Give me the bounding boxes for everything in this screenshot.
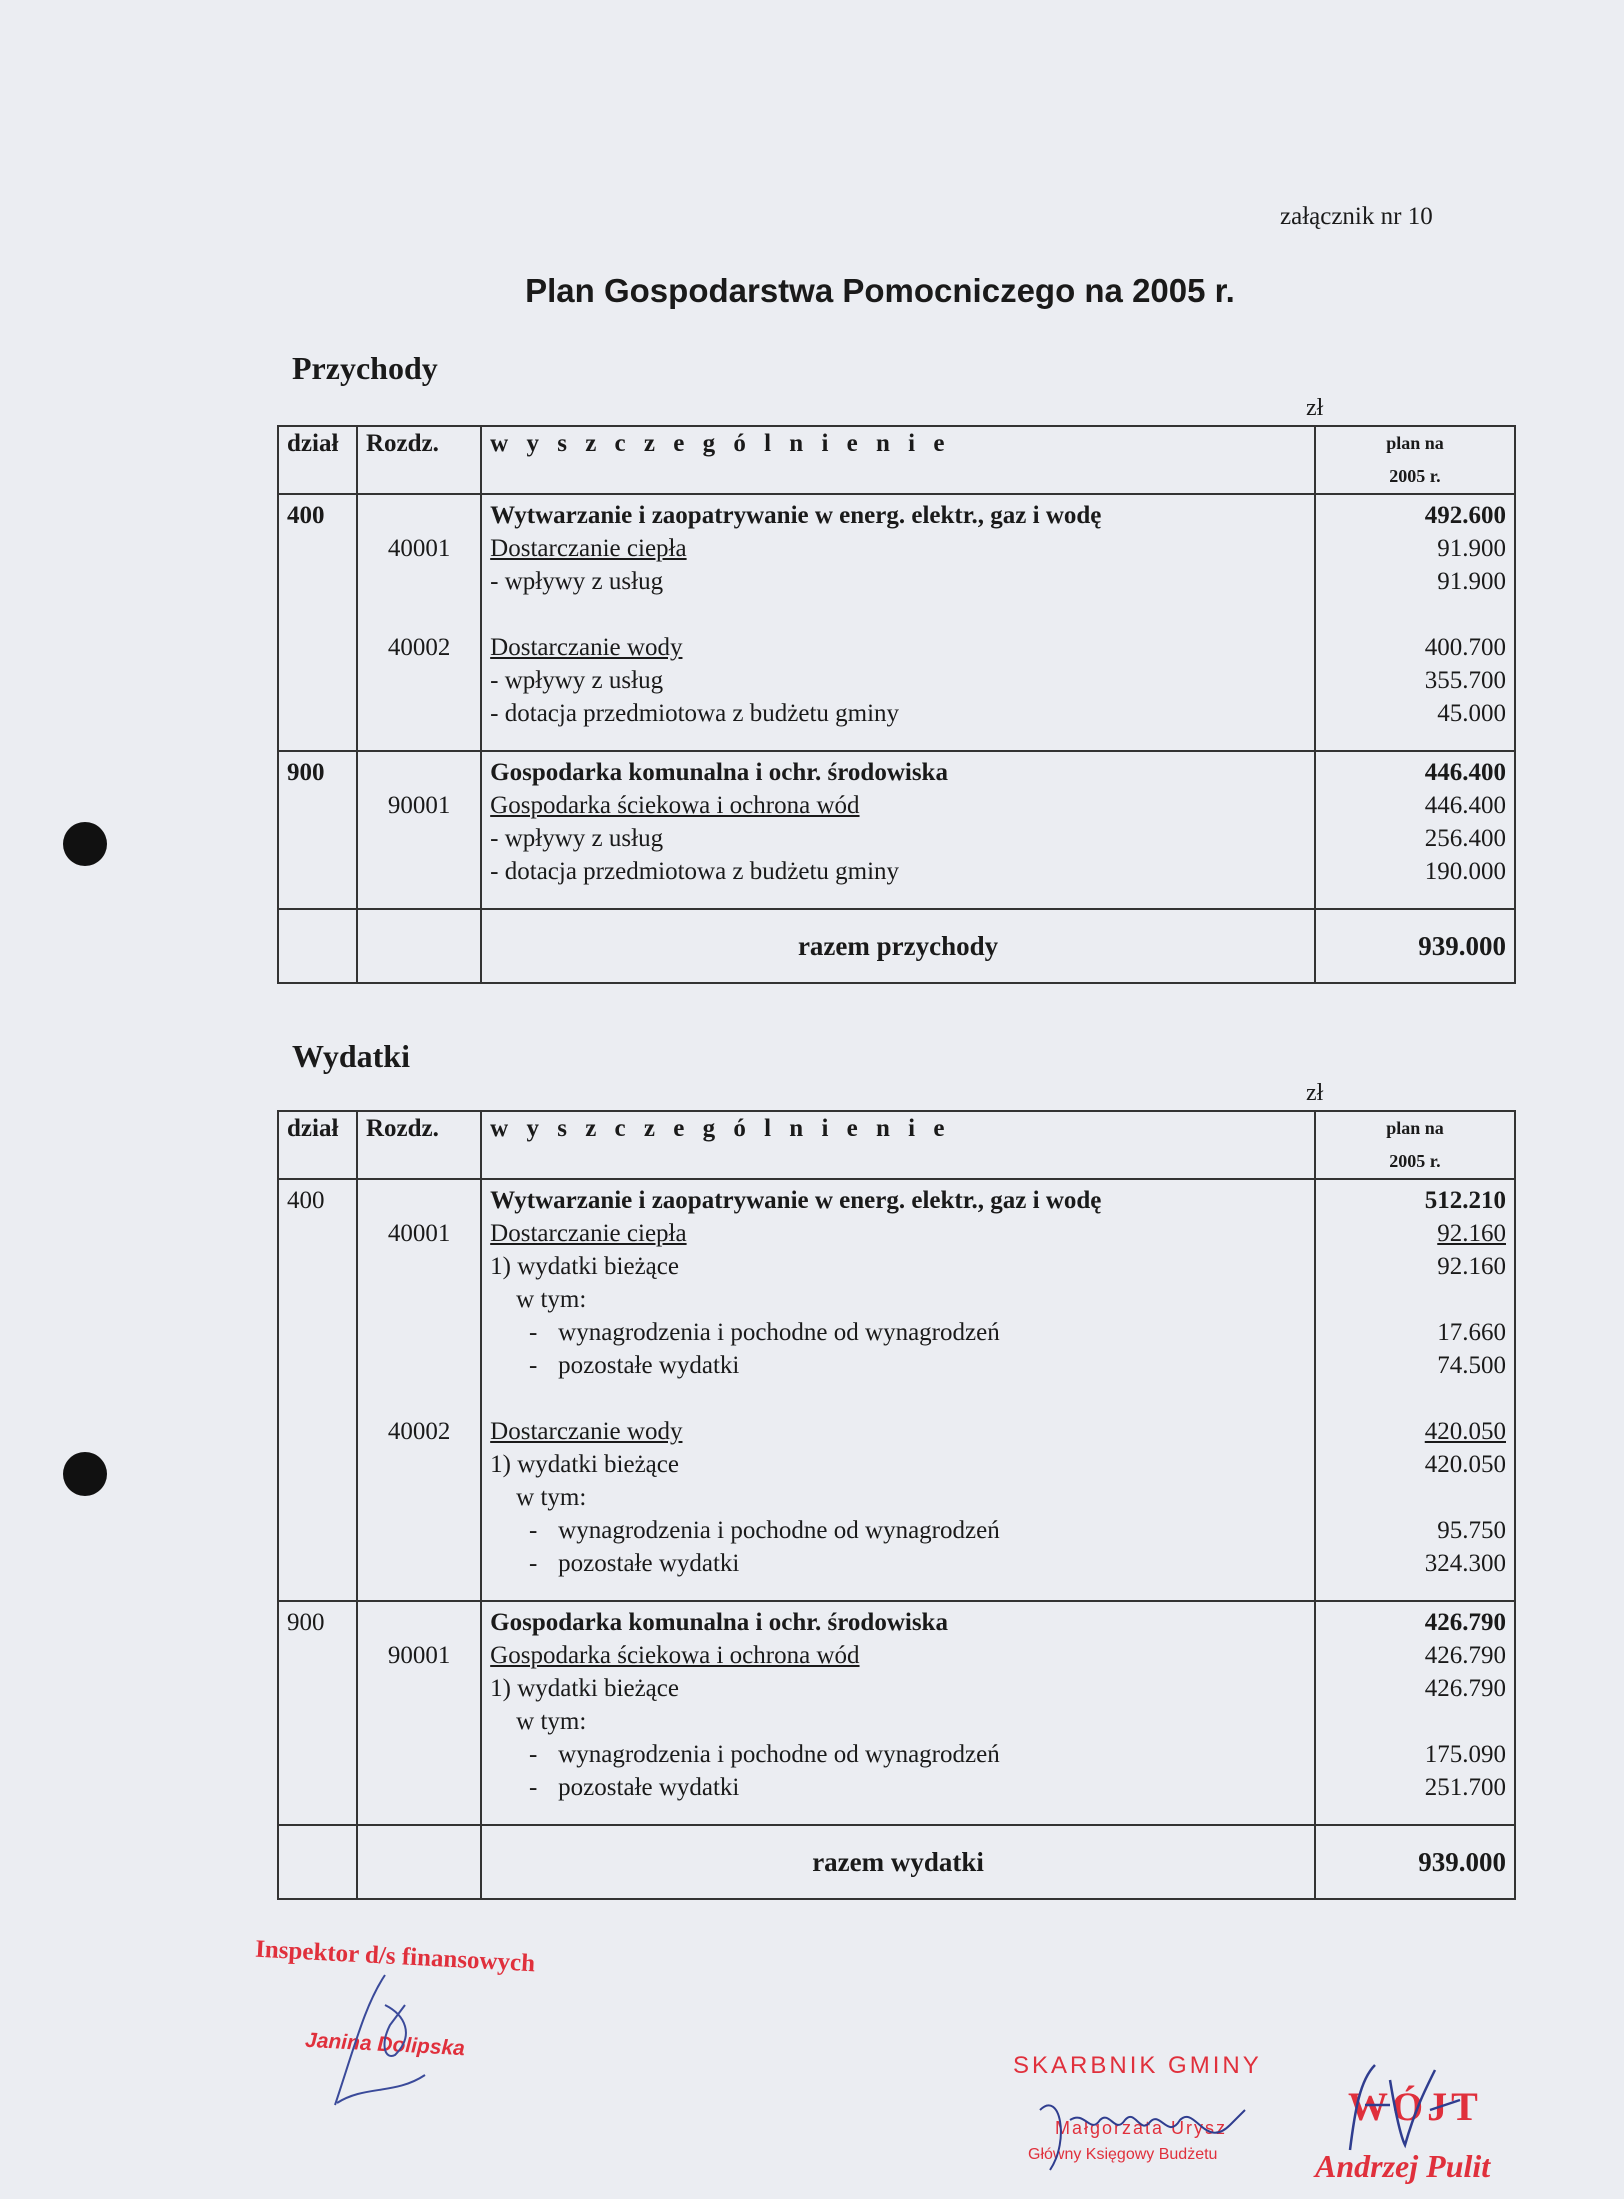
rozdz-cell bbox=[357, 751, 481, 909]
item-value: 91.900 bbox=[1437, 568, 1506, 595]
total-value: 939.000 bbox=[1315, 1825, 1515, 1899]
item-value: 251.700 bbox=[1424, 1774, 1506, 1801]
treasurer-signature bbox=[1030, 2080, 1260, 2190]
rozdz-cell bbox=[357, 494, 481, 751]
rozdz-name: Dostarczanie ciepła bbox=[490, 535, 687, 562]
item-label: - dotacja przedmiotowa z budżetu gminy bbox=[490, 700, 900, 727]
annex-label: załącznik nr 10 bbox=[1280, 203, 1433, 230]
item-label: 1) wydatki bieżące bbox=[490, 1253, 679, 1280]
rozdz-code: 90001 bbox=[387, 1642, 451, 1669]
rozdz-value: 91.900 bbox=[1437, 535, 1506, 562]
item-value: 420.050 bbox=[1424, 1451, 1506, 1478]
col-header-plan-line1: plan na bbox=[1386, 1118, 1444, 1138]
sub-item bbox=[490, 1514, 1306, 1547]
rozdz-code: 40001 bbox=[387, 1220, 451, 1247]
rozdz-code: 40002 bbox=[387, 634, 451, 661]
item-value: 92.160 bbox=[1437, 1253, 1506, 1280]
item-label: - wpływy z usług bbox=[490, 568, 664, 595]
rozdz-cell bbox=[357, 1179, 481, 1601]
dzial-value: 512.210 bbox=[1424, 1187, 1506, 1214]
item-label: w tym: bbox=[516, 1484, 587, 1511]
rozdz-value: 400.700 bbox=[1424, 634, 1506, 661]
col-header-plan-line2: 2005 r. bbox=[1389, 1151, 1441, 1171]
punch-hole bbox=[63, 822, 107, 866]
value-cell bbox=[1315, 1179, 1515, 1601]
description-cell bbox=[481, 751, 1315, 909]
col-header-plan bbox=[1315, 1111, 1515, 1179]
dzial-value: 492.600 bbox=[1424, 502, 1506, 529]
table-row bbox=[278, 1601, 1515, 1825]
rozdz-name: Gospodarka ściekowa i ochrona wód bbox=[490, 792, 860, 819]
treasurer-stamp-name: Małgorzata Urysz bbox=[1055, 2118, 1228, 2138]
mayor-stamp-title: WÓJT bbox=[1348, 2084, 1482, 2129]
dzial-code: 400 bbox=[278, 494, 357, 751]
dash-marker: - bbox=[529, 1517, 538, 1544]
total-label: razem wydatki bbox=[481, 1825, 1315, 1899]
unit-label: zł bbox=[1306, 395, 1324, 421]
page-title: Plan Gospodarstwa Pomocniczego na 2005 r. bbox=[525, 272, 1235, 309]
item-value: 95.750 bbox=[1437, 1517, 1506, 1544]
total-label: razem przychody bbox=[481, 909, 1315, 983]
table-header bbox=[278, 426, 1515, 494]
mayor-signature bbox=[1330, 2050, 1480, 2160]
rozdz-code: 40002 bbox=[387, 1418, 451, 1445]
value-cell bbox=[1315, 494, 1515, 751]
item-label: pozostałe wydatki bbox=[558, 1550, 740, 1577]
value-cell bbox=[1315, 1601, 1515, 1825]
description-cell bbox=[481, 1179, 1315, 1601]
rozdz-code: 40001 bbox=[387, 535, 451, 562]
rozdz-name: Dostarczanie wody bbox=[490, 1418, 683, 1445]
sub-item bbox=[490, 1738, 1306, 1771]
dash-marker: - bbox=[529, 1352, 538, 1379]
col-header-opis: w y s z c z e g ó l n i e n i e bbox=[481, 1111, 1315, 1179]
item-label: - wpływy z usług bbox=[490, 667, 664, 694]
dzial-name: Gospodarka komunalna i ochr. środowiska bbox=[490, 1609, 948, 1636]
item-label: w tym: bbox=[516, 1708, 587, 1735]
item-label: w tym: bbox=[516, 1286, 587, 1313]
col-header-plan-line1: plan na bbox=[1386, 433, 1444, 453]
treasurer-stamp-role: Główny Księgowy Budżetu bbox=[1028, 2146, 1218, 2163]
dzial-name: Wytwarzanie i zaopatrywanie w energ. elektr., gaz i wodę bbox=[490, 502, 1102, 529]
col-header-rozdz: Rozdz. bbox=[357, 1111, 481, 1179]
dash-marker: - bbox=[529, 1550, 538, 1577]
dash-marker: - bbox=[529, 1741, 538, 1768]
item-label: - dotacja przedmiotowa z budżetu gminy bbox=[490, 858, 900, 885]
rozdz-name: Dostarczanie ciepła bbox=[490, 1220, 687, 1247]
table-row bbox=[278, 494, 1515, 751]
wydatki-table bbox=[277, 1110, 1516, 1900]
item-label: wynagrodzenia i pochodne od wynagrodzeń bbox=[558, 1741, 1000, 1768]
section-title-wydatki: Wydatki bbox=[292, 1038, 410, 1074]
col-header-rozdz: Rozdz. bbox=[357, 426, 481, 494]
dzial-value: 446.400 bbox=[1424, 759, 1506, 786]
dzial-value: 426.790 bbox=[1424, 1609, 1506, 1636]
rozdz-value: 446.400 bbox=[1424, 792, 1506, 819]
item-label: 1) wydatki bieżące bbox=[490, 1675, 679, 1702]
description-cell bbox=[481, 1601, 1315, 1825]
section-title-przychody: Przychody bbox=[292, 350, 438, 386]
table-header bbox=[278, 1111, 1515, 1179]
dzial-code: 900 bbox=[278, 1601, 357, 1825]
rozdz-name: Dostarczanie wody bbox=[490, 634, 683, 661]
punch-hole bbox=[63, 1452, 107, 1496]
rozdz-value: 426.790 bbox=[1424, 1642, 1506, 1669]
col-header-dzial: dział bbox=[278, 426, 357, 494]
dzial-name: Gospodarka komunalna i ochr. środowiska bbox=[490, 759, 948, 786]
total-row bbox=[278, 1825, 1515, 1899]
inspector-signature bbox=[325, 1965, 445, 2115]
value-cell bbox=[1315, 751, 1515, 909]
dzial-name: Wytwarzanie i zaopatrywanie w energ. elektr., gaz i wodę bbox=[490, 1187, 1102, 1214]
item-value: 190.000 bbox=[1424, 858, 1506, 885]
col-header-plan bbox=[1315, 426, 1515, 494]
item-value: 17.660 bbox=[1437, 1319, 1506, 1346]
item-label: wynagrodzenia i pochodne od wynagrodzeń bbox=[558, 1319, 1000, 1346]
rozdz-name: Gospodarka ściekowa i ochrona wód bbox=[490, 1642, 860, 1669]
col-header-opis: w y s z c z e g ó l n i e n i e bbox=[481, 426, 1315, 494]
item-value: 256.400 bbox=[1424, 825, 1506, 852]
item-value: 324.300 bbox=[1424, 1550, 1506, 1577]
table-row bbox=[278, 1179, 1515, 1601]
item-label: - wpływy z usług bbox=[490, 825, 664, 852]
przychody-table bbox=[277, 425, 1516, 984]
sub-item bbox=[490, 1771, 1306, 1804]
col-header-plan-line2: 2005 r. bbox=[1389, 466, 1441, 486]
item-value: 175.090 bbox=[1424, 1741, 1506, 1768]
rozdz-cell bbox=[357, 1601, 481, 1825]
sub-item bbox=[490, 1316, 1306, 1349]
item-value: 426.790 bbox=[1424, 1675, 1506, 1702]
sub-item bbox=[490, 1349, 1306, 1382]
total-value: 939.000 bbox=[1315, 909, 1515, 983]
item-label: pozostałe wydatki bbox=[558, 1774, 740, 1801]
total-row bbox=[278, 909, 1515, 983]
item-label: 1) wydatki bieżące bbox=[490, 1451, 679, 1478]
rozdz-value: 92.160 bbox=[1437, 1220, 1506, 1247]
mayor-stamp-name: Andrzej Pulit bbox=[1315, 2148, 1491, 2184]
dzial-code: 900 bbox=[278, 751, 357, 909]
item-value: 74.500 bbox=[1437, 1352, 1506, 1379]
item-label: pozostałe wydatki bbox=[558, 1352, 740, 1379]
inspector-stamp-name: Janina Dolipska bbox=[304, 2028, 466, 2061]
unit-label: zł bbox=[1306, 1080, 1324, 1106]
table-row bbox=[278, 751, 1515, 909]
treasurer-stamp-title: SKARBNIK GMINY bbox=[1013, 2052, 1262, 2079]
rozdz-code: 90001 bbox=[387, 792, 451, 819]
item-value: 45.000 bbox=[1437, 700, 1506, 727]
col-header-dzial: dział bbox=[278, 1111, 357, 1179]
item-value: 355.700 bbox=[1424, 667, 1506, 694]
item-label: wynagrodzenia i pochodne od wynagrodzeń bbox=[558, 1517, 1000, 1544]
dash-marker: - bbox=[529, 1319, 538, 1346]
rozdz-value: 420.050 bbox=[1424, 1418, 1506, 1445]
sub-item bbox=[490, 1547, 1306, 1580]
dzial-code: 400 bbox=[278, 1179, 357, 1601]
dash-marker: - bbox=[529, 1774, 538, 1801]
description-cell bbox=[481, 494, 1315, 751]
inspector-stamp-title: Inspektor d/s finansowych bbox=[254, 1935, 536, 1978]
